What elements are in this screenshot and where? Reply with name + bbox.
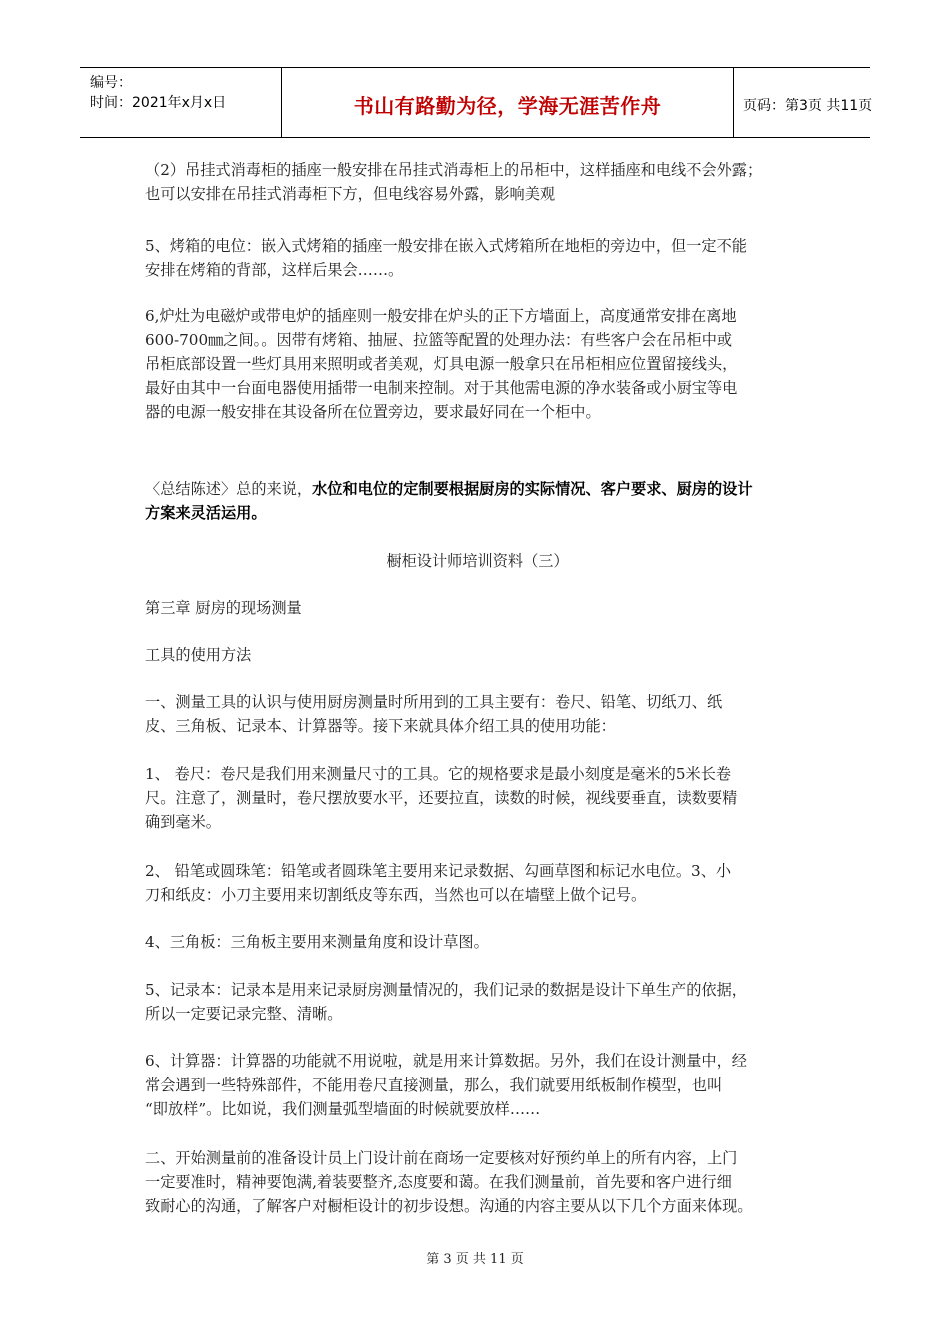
text-line: 一、测量工具的认识与使用厨房测量时所用到的工具主要有：卷尺、铅笔、切纸刀、纸 (145, 693, 723, 711)
paragraph-tape-measure (145, 762, 805, 834)
paragraph-calculator (145, 1049, 805, 1121)
serial-label: 编号： (90, 75, 132, 91)
text-line: 5、烤箱的电位：嵌入式烤箱的插座一般安排在嵌入式烤箱所在地柜的旁边中，但一定不能 (145, 237, 747, 255)
text-line: 皮、三角板、记录本、计算器等。接下来就具体介绍工具的使用功能： (145, 717, 616, 735)
text-line: 也可以安排在吊挂式消毒柜下方，但电线容易外露，影响美观 (145, 185, 556, 203)
header-motto: 书山有路勤为径，学海无涯苦作舟 (353, 94, 662, 118)
text-line: 1、 卷尺：卷尺是我们用来测量尺寸的工具。它的规格要求是最小刻度是毫米的5米长卷 (145, 765, 732, 783)
text-line: 器的电源一般安排在其设备所在位置旁边，要求最好同在一个柜中。 (145, 403, 601, 421)
text-line: 致耐心的沟通，了解客户对橱柜设计的初步设想。沟通的内容主要从以下几个方面来体现。 (145, 1197, 753, 1215)
paragraph-tools-intro (145, 690, 805, 738)
header-page-info: 页码：第3页 共11页 (743, 98, 873, 114)
text-line: 600-700㎜之间。。因带有烤箱、抽屉、拉篮等配置的处理办法：有些客户会在吊柜中或 (145, 331, 733, 349)
tools-heading: 工具的使用方法 (145, 646, 252, 664)
text-line: 所以一定要记录完整、清晰。 (145, 1005, 343, 1023)
paragraph-preparation (145, 1146, 805, 1218)
time-label: 时间：2021年x月x日 (90, 95, 227, 111)
text-line: 5、记录本：记录本是用来记录厨房测量情况的，我们记录的数据是设计下单生产的依据， (145, 981, 747, 999)
paragraph-disinfection-cabinet (145, 158, 805, 206)
text-line: 4、三角板：三角板主要用来测量角度和设计草图。 (145, 933, 489, 951)
text-line: 刀和纸皮：小刀主要用来切割纸皮等东西，当然也可以在墙壁上做个记号。 (145, 886, 647, 904)
text-line: 常会遇到一些特殊部件，不能用卷尺直接测量，那么，我们就要用纸板制作模型，也叫 (145, 1076, 723, 1094)
text-line: 一定要准时，精神要饱满,着装要整齐,态度要和蔼。在我们测量前，首先要和客户进行细 (145, 1173, 732, 1191)
page-footer: 第 3 页 共 11 页 (426, 1252, 524, 1267)
summary-prefix: 〈总结陈述〉总的来说， (145, 480, 313, 498)
paragraph-notebook (145, 978, 805, 1026)
text-line: 2、 铅笔或圆珠笔：铅笔或者圆珠笔主要用来记录数据、勾画草图和标记水电位。3、小 (145, 862, 732, 880)
paragraph-triangle (145, 930, 805, 954)
chapter-heading: 第三章 厨房的现场测量 (145, 599, 302, 617)
paragraph-pencil-knife (145, 859, 805, 907)
section-title: 橱柜设计师培训资料（三） (386, 552, 569, 570)
summary-bold: 水位和电位的定制要根据厨房的实际情况、客户要求、厨房的设计 (312, 480, 753, 498)
summary-line-2: 方案来灵活运用。 (145, 504, 267, 522)
text-line: 二、开始测量前的准备设计员上门设计前在商场一定要核对好预约单上的所有内容，上门 (145, 1149, 738, 1167)
text-line: 确到毫米。 (145, 813, 221, 831)
text-line: 吊柜底部设置一些灯具用来照明或者美观，灯具电源一般拿只在吊柜相应位置留接线头， (145, 355, 738, 373)
text-line: 6,炉灶为电磁炉或带电炉的插座则一般安排在炉头的正下方墙面上，高度通常安排在离地 (145, 307, 737, 325)
header-meta-cell (80, 68, 280, 137)
text-line: 尺。注意了，测量时，卷尺摆放要水平，还要拉直，读数的时候，视线要垂直，读数要精 (145, 789, 738, 807)
header-page-cell (733, 68, 873, 137)
paragraph-summary (145, 477, 805, 525)
paragraph-stove-power (145, 304, 805, 424)
summary-line-1 (145, 477, 805, 501)
text-line: （2）吊挂式消毒柜的插座一般安排在吊挂式消毒柜上的吊柜中，这样插座和电线不会外露； (145, 161, 763, 179)
paragraph-oven-power (145, 234, 805, 282)
text-line: 最好由其中一台面电器使用插带一电制来控制。对于其他需电源的净水装备或小厨宝等电 (145, 379, 738, 397)
text-line: “即放样”。比如说，我们测量弧型墙面的时候就要放样…… (145, 1100, 541, 1118)
header-motto-cell (281, 68, 734, 137)
text-line: 6、计算器：计算器的功能就不用说啦，就是用来计算数据。另外，我们在设计测量中，经 (145, 1052, 747, 1070)
text-line: 安排在烤箱的背部，这样后果会……。 (145, 261, 404, 279)
page-header (80, 67, 873, 138)
